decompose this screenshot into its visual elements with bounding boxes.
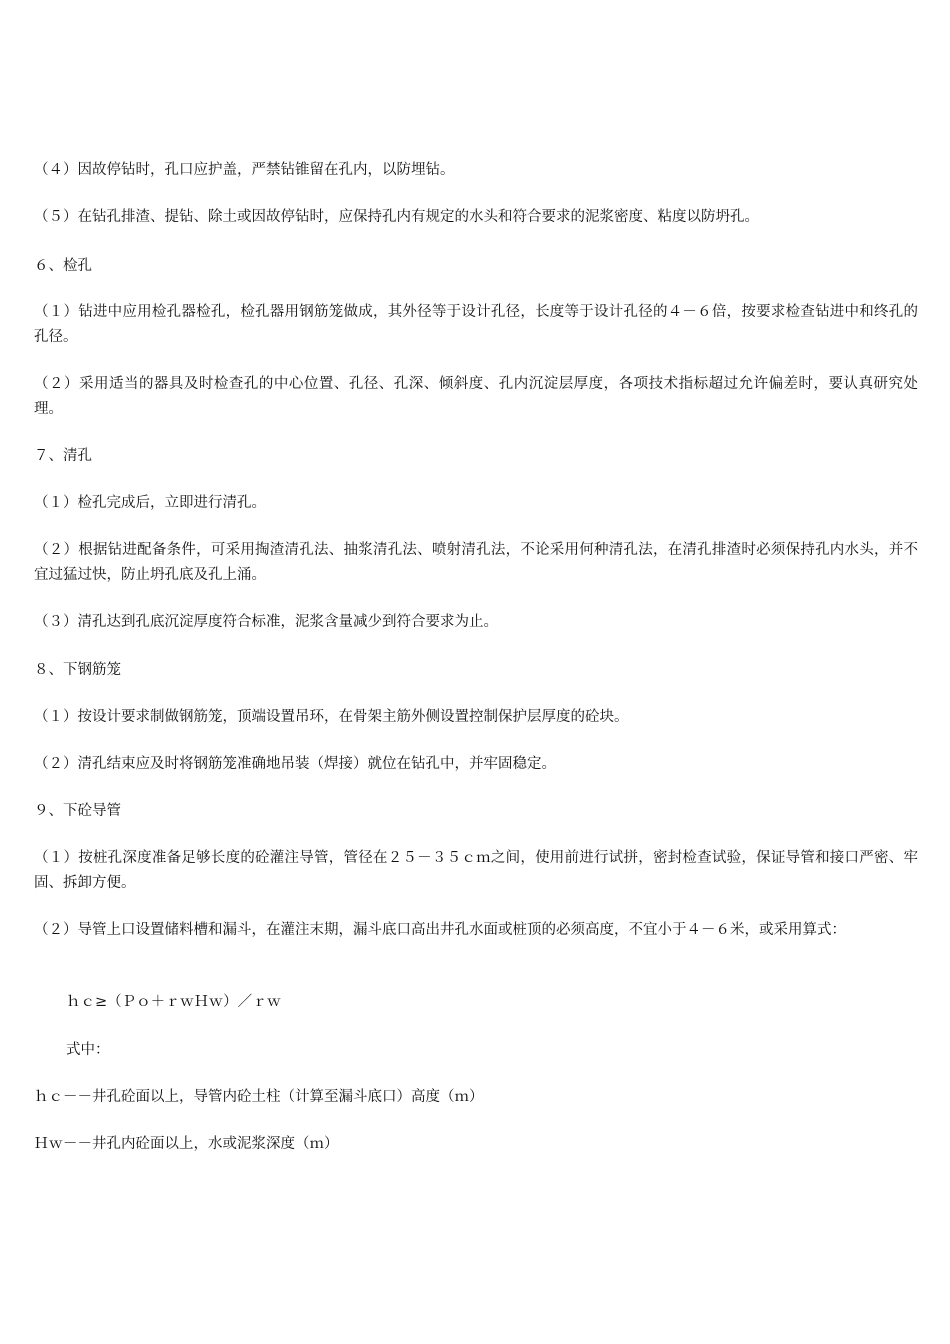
paragraph-cleaning-standard: （３）清孔达到孔底沉淀厚度符合标准，泥浆含量减少到符合要求为止。 (34, 614, 498, 630)
section-heading-hole-cleaning: ７、清孔 (34, 448, 92, 464)
definition-hw: Ｈｗ－－井孔内砼面以上，水或泥浆深度（ｍ） (34, 1136, 339, 1152)
paragraph-inspect-center: （２）采用适当的器具及时检查孔的中心位置、孔径、孔深、倾斜度、孔内沉淀层厚度，各项技术指标超过允许偏差时，要认真研究处理。 (34, 376, 918, 417)
formula-where-label: 式中： (66, 1042, 110, 1058)
paragraph-hole-gauge: （１）钻进中应用检孔器检孔，检孔器用钢筋笼做成，其外径等于设计孔径，长度等于设计孔径的４－６倍，按要求检查钻进中和终孔的孔径。 (34, 304, 918, 345)
paragraph-clean-after-inspection: （１）检孔完成后，立即进行清孔。 (34, 495, 266, 511)
definition-hc: ｈｃ－－井孔砼面以上，导管内砼土柱（计算至漏斗底口）高度（ｍ） (34, 1089, 484, 1105)
paragraph-rebar-cage-placement: （２）清孔结束应及时将钢筋笼准确地吊装（焊接）就位在钻孔中，并牢固稳定。 (34, 756, 556, 772)
section-heading-hole-inspection: ６、检孔 (34, 258, 92, 274)
section-heading-tremie-pipe: ９、下砼导管 (34, 803, 121, 819)
section-heading-rebar-cage: ８、下钢筋笼 (34, 662, 121, 678)
paragraph-cleaning-methods: （２）根据钻进配备条件，可采用掏渣清孔法、抽浆清孔法、喷射清孔法，不论采用何种清孔法，在清孔排渣时必须保持孔内水头，并不宜过猛过快，防止坍孔底及孔上涌。 (34, 542, 918, 583)
paragraph-hopper-setup: （２）导管上口设置储料槽和漏斗，在灌注末期，漏斗底口高出井孔水面或桩顶的必须高度，不宜小于４－６米，或采用算式： (34, 922, 846, 938)
formula: ｈｃ≥（Ｐｏ＋ｒｗＨｗ）／ｒｗ (66, 994, 282, 1010)
paragraph-rebar-cage-fabrication: （１）按设计要求制做钢筋笼，顶端设置吊环，在骨架主筋外侧设置控制保护层厚度的砼块。 (34, 709, 629, 725)
paragraph-drill-stop-cover: （４）因故停钻时，孔口应护盖，严禁钻锥留在孔内，以防埋钻。 (34, 162, 455, 178)
paragraph-maintain-head: （５）在钻孔排渣、提钻、除土或因故停钻时，应保持孔内有规定的水头和符合要求的泥浆密度、粘度以防坍孔。 (34, 209, 759, 225)
paragraph-tremie-preparation: （１）按桩孔深度准备足够长度的砼灌注导管，管径在２５－３５ｃｍ之间，使用前进行试拼，密封检查试验，保证导管和接口严密、牢固、拆卸方便。 (34, 850, 918, 891)
